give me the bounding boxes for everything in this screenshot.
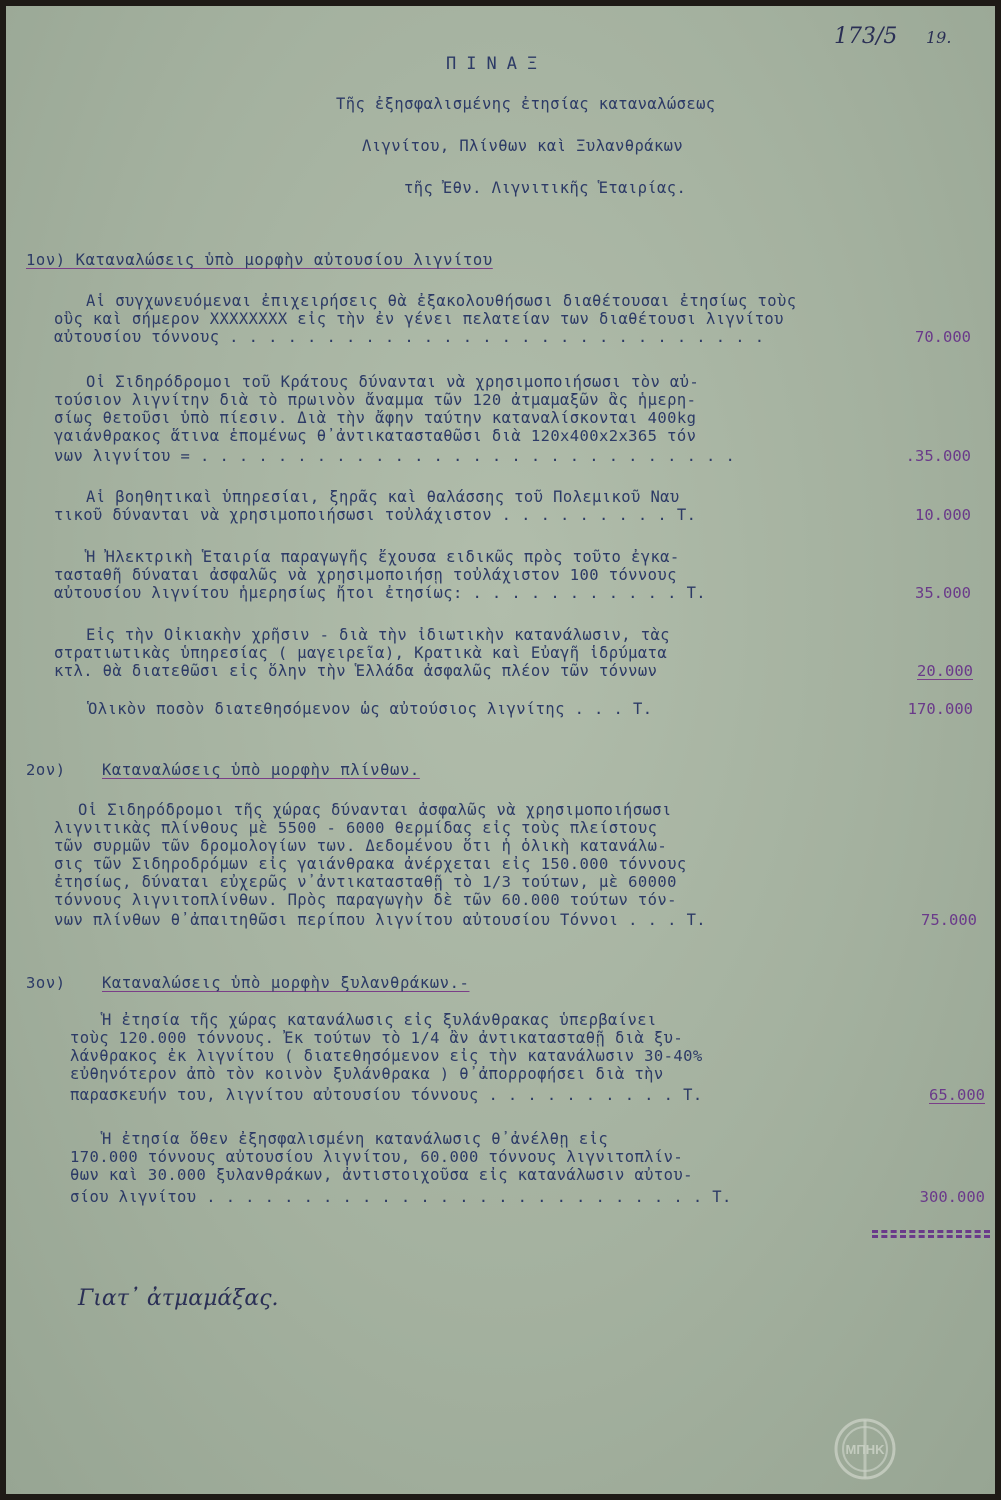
- section-3-heading: Καταναλώσεις ὑπὸ μορφὴν ξυλανθράκων.-: [102, 974, 470, 992]
- text-line: σίως θετοῦσι ὑπὸ πίεσιν. Διὰ τὴν ἄφην ταύτην καταναλίσκονται 400kg: [54, 409, 697, 427]
- archive-stamp-icon: [834, 1418, 896, 1480]
- text-line: εὐθηνότερον ἀπὸ τὸν κοινὸν ξυλάνθρακα ) θ᾽ἀπορροφήσει διὰ τὴν: [70, 1065, 664, 1083]
- total-value: 170.000: [907, 700, 973, 718]
- section-2-number: 2ον): [26, 761, 66, 779]
- item-value: .35.000: [905, 447, 971, 465]
- text-line: κτλ. θὰ διατεθῶσι εἰς ὅλην τὴν Ἑλλάδα ἀσφαλῶς πλέον τῶν τόννων: [54, 662, 658, 680]
- text-line: γαιάνθρακος ἅτινα ἑπομένως θ᾽ἀντικατασταθῶσι διὰ 120x400x2x365 τόν: [54, 427, 697, 445]
- total-label: Ὁλικὸν ποσὸν διατεθησόμενον ὡς αὐτούσιος λιγνίτης . . . Τ.: [88, 700, 653, 718]
- item-value: 20.000: [917, 662, 973, 680]
- text-line: Ἡ Ἠλεκτρικὴ Ἑταιρία παραγωγῆς ἔχουσα ειδικῶς πρὸς τοῦτο ἐγκα-: [86, 548, 680, 566]
- text-line: Οἱ Σιδηρόδρομοι τῆς χώρας δύνανται ἀσφαλῶς νὰ χρησιμοποιήσωσι: [78, 801, 672, 819]
- text-line: Εἰς τὴν Οἰκιακὴν χρῆσιν - διὰ τὴν ἰδιωτικὴν κατανάλωσιν, τὰς: [86, 626, 670, 644]
- text-line: τικοῦ δύνανται νὰ χρησιμοποιήσωσι τοὐλάχιστον . . . . . . . . . Τ.: [54, 506, 697, 524]
- text-line: τῶν συρμῶν τῶν δρομολογίων των. Δεδομένου ὅτι ἡ ὁλικὴ κατανάλω-: [54, 837, 668, 855]
- archive-ref: 173/5: [834, 24, 898, 49]
- text-line: αὐτουσίου τόννους . . . . . . . . . . . . . . . . . . . . . . . . . . . .: [54, 328, 765, 346]
- stamp-text: ΜΠΗΚ: [845, 1442, 885, 1457]
- text-line: τασταθῆ δύναται ἀσφαλῶς νὰ χρησιμοποιήσῃ τοὐλάχιστον 100 τόννους: [54, 566, 677, 584]
- text-line: ἐτησίως, δύναται εὐχερῶς ν᾽ἀντικατασταθῇ τὸ 1/3 τούτων, μὲ 60000: [54, 873, 677, 891]
- text-line: τοὺς 120.000 τόννους. Ἐκ τούτων τὸ 1/4 ἂν ἀντικατασταθῇ διὰ ξυ-: [70, 1029, 684, 1047]
- handwritten-note: Γιατ᾽ ἀτμαμάξας.: [78, 1286, 279, 1311]
- subtitle-line-1: Τῆς ἐξησφαλισμένης ἐτησίας καταναλώσεως: [336, 95, 716, 113]
- text-line: θων καὶ 30.000 ξυλανθράκων, ἀντιστοιχοῦσα εἰς κατανάλωσιν αὐτου-: [70, 1166, 693, 1184]
- text-line: σις τῶν Σιδηροδρόμων εἰς γαιάνθρακα ἀνέρχεται εἰς 150.000 τόννους: [54, 855, 687, 873]
- text-line: νων πλίνθων θ᾽ἀπαιτηθῶσι περίπου λιγνίτου αὐτουσίου Τόννοι . . . Τ.: [54, 911, 707, 929]
- text-line: Αἱ συγχωνευόμεναι ἐπιχειρήσεις θὰ ἐξακολουθήσωσι διαθέτουσαι ἐτησίως τοὺς: [86, 292, 797, 310]
- item-value: 10.000: [915, 506, 971, 524]
- text-line: Ἡ ἐτησία τῆς χώρας κατανάλωσις εἰς ξυλάνθρακας ὑπερβαίνει: [102, 1011, 657, 1029]
- text-line: λιγνιτικὰς πλίνθους μὲ 5500 - 6000 θερμίδας εἰς τοὺς πλείστους: [54, 819, 658, 837]
- text-line: Αἱ βοηθητικαὶ ὑπηρεσίαι, ξηρᾶς καὶ θαλάσσης τοῦ Πολεμικοῦ Ναυ: [86, 488, 680, 506]
- document-title: ΠΙΝΑΞ: [446, 54, 548, 74]
- subtitle-line-3: τῆς Ἐθν. Λιγνιτικῆς Ἑταιρίας.: [404, 179, 687, 197]
- archive-page-number: 19.: [926, 28, 952, 47]
- text-line: στρατιωτικὰς ὑπηρεσίας ( μαγειρεῖα), Κρατικὰ καὶ Εὐαγῆ ἱδρύματα: [54, 644, 668, 662]
- text-line: τούσιον λιγνίτην διὰ τὸ πρωινὸν ἄναμμα τῶν 120 ἀτμαμαξῶν ἃς ἡμερη-: [54, 391, 697, 409]
- item-value: 70.000: [915, 328, 971, 346]
- section-3-number: 3ον): [26, 974, 66, 992]
- subtitle-line-2: Λιγνίτου, Πλίνθων καὶ Ξυλανθράκων: [362, 137, 684, 155]
- text-line: λάνθρακος ἐκ λιγνίτου ( διατεθησόμενον εἰς τὴν κατανάλωσιν 30-40%: [70, 1047, 703, 1065]
- summary-value: 300.000: [919, 1188, 985, 1206]
- section-3-value: 65.000: [929, 1086, 985, 1104]
- text-line: 170.000 τόννους αὐτουσίου λιγνίτου, 60.000 τόννους λιγνιτοπλίν-: [70, 1148, 684, 1166]
- text-line: παρασκευήν του, λιγνίτου αὐτουσίου τόννους . . . . . . . . . . Τ.: [70, 1086, 703, 1104]
- text-line: Οἱ Σιδηρόδρομοι τοῦ Κράτους δύνανται νὰ χρησιμοποιήσωσι τὸν αὐ-: [86, 373, 700, 391]
- section-2-heading: Καταναλώσεις ὑπὸ μορφὴν πλίνθων.: [102, 761, 420, 779]
- section-1-heading: 1ον) Καταναλώσεις ὑπὸ μορφὴν αὐτουσίου λιγνίτου: [26, 251, 493, 269]
- text-line: οὓς καὶ σήμερον ΧΧΧΧΧΧΧΧ εἰς τὴν ἐν γένει πελατείαν των διαθέτουσι λιγνίτου: [54, 310, 784, 328]
- section-2-value: 75.000: [921, 911, 977, 929]
- document-page: [6, 6, 995, 1494]
- text-line: σίου λιγνίτου . . . . . . . . . . . . . . . . . . . . . . . . . . Τ.: [70, 1188, 732, 1206]
- item-value: 35.000: [915, 584, 971, 602]
- text-line: αὐτουσίου λιγνίτου ἡμερησίως ἤτοι ἐτησίως: . . . . . . . . . . . Τ.: [54, 584, 707, 602]
- double-dashed-rule: [872, 1230, 990, 1238]
- text-line: τόννους λιγνιτοπλίνθων. Πρὸς παραγωγὴν δὲ τῶν 60.000 τούτων τόν-: [54, 891, 677, 909]
- text-line: Ἡ ἐτησία ὅθεν ἐξησφαλισμένη κατανάλωσις θ᾽ἀνέλθῃ εἰς: [102, 1130, 609, 1148]
- text-line: νων λιγνίτου = . . . . . . . . . . . . . . . . . . . . . . . . . . . .: [54, 447, 736, 465]
